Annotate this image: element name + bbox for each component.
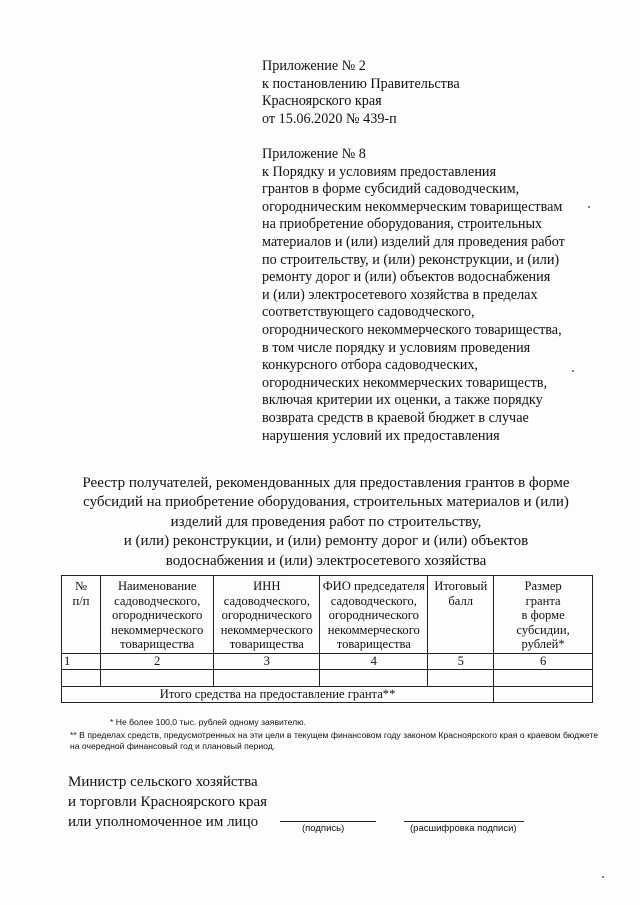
footnote-budget: ** В пределах средств, предусмотренных на эти цели в текущем финансовом году законом Красноярского края о краевом бюджете на очередной финансовый год и плановый период. (70, 730, 598, 751)
footnote-limit: * Не более 100,0 тыс. рублей одному заявителю. (110, 717, 306, 727)
appendix-8-header: Приложение № 8 к Порядку и условиям предоставления грантов в форме субсидий садоводческим, огородническим некоммерческим товариществам на приобретение оборудования, строительных материалов и (или) изделий для проведения работ по строительству, и (или) реконструкции, и (или) ремонту дорог и (или) объектов водоснабжения и (или) электросетевого хозяйства в пределах соответствующего садоводческого, огороднического некоммерческого товарищества, в том числе порядку и условиям проведения конкурсного отбора садоводческих, огороднических некоммерческих товариществ, включая критерии их оценки, а также порядку возврата средств в краевой бюджет в случае нарушения условий их предоставления (262, 146, 565, 444)
total-label: Итого средства на предоставление гранта** (62, 686, 494, 702)
column-number: 6 (494, 653, 593, 669)
signature-line (280, 821, 376, 822)
header-number: № п/п (62, 576, 101, 654)
total-value (494, 686, 593, 702)
scan-speck (602, 876, 604, 878)
table-cell (320, 669, 428, 686)
table-cell (214, 669, 320, 686)
scan-speck (588, 206, 590, 208)
column-number-row (62, 653, 593, 669)
header-grant-amount: Размер гранта в форме субсидии, рублей* (494, 576, 593, 654)
header-partnership-name: Наименование садоводческого, огороднического некоммерческого товарищества (101, 576, 214, 654)
column-number: 3 (214, 653, 320, 669)
signature-decode-line (404, 821, 524, 822)
header-inn: ИНН садоводческого, огороднического некоммерческого товарищества (214, 576, 320, 654)
table-row (62, 669, 593, 686)
header-final-score: Итоговый балл (428, 576, 494, 654)
column-number: 1 (62, 653, 101, 669)
column-number: 4 (320, 653, 428, 669)
table-cell (101, 669, 214, 686)
signature-caption: (подпись) (302, 823, 345, 834)
registry-title: Реестр получателей, рекомендованных для предоставления грантов в форме субсидий на приобретение оборудования, строительных материалов и (или) изделий для проведения работ по строительству, и (или) реконструкции, и (или) ремонту дорог и (или) объектов водоснабжения и (или) электросетевого хозяйства (82, 475, 570, 569)
table-cell (428, 669, 494, 686)
column-number: 2 (101, 653, 214, 669)
header-chairman-name: ФИО председателя садоводческого, огороднического некоммерческого товарищества (320, 576, 428, 654)
appendix-2-header: Приложение № 2 к постановлению Правительства Красноярского края от 15.06.2020 № 439-п (262, 58, 460, 127)
table-cell (494, 669, 593, 686)
signatory-title: Министр сельского хозяйства и торговли Красноярского края или уполномоченное им лицо (68, 774, 268, 830)
table-cell (62, 669, 101, 686)
signature-decode-caption: (расшифровка подписи) (410, 823, 517, 834)
scan-speck (572, 370, 574, 372)
total-row (62, 686, 593, 702)
registry-table (61, 575, 593, 703)
table-header-row (62, 576, 593, 654)
column-number: 5 (428, 653, 494, 669)
